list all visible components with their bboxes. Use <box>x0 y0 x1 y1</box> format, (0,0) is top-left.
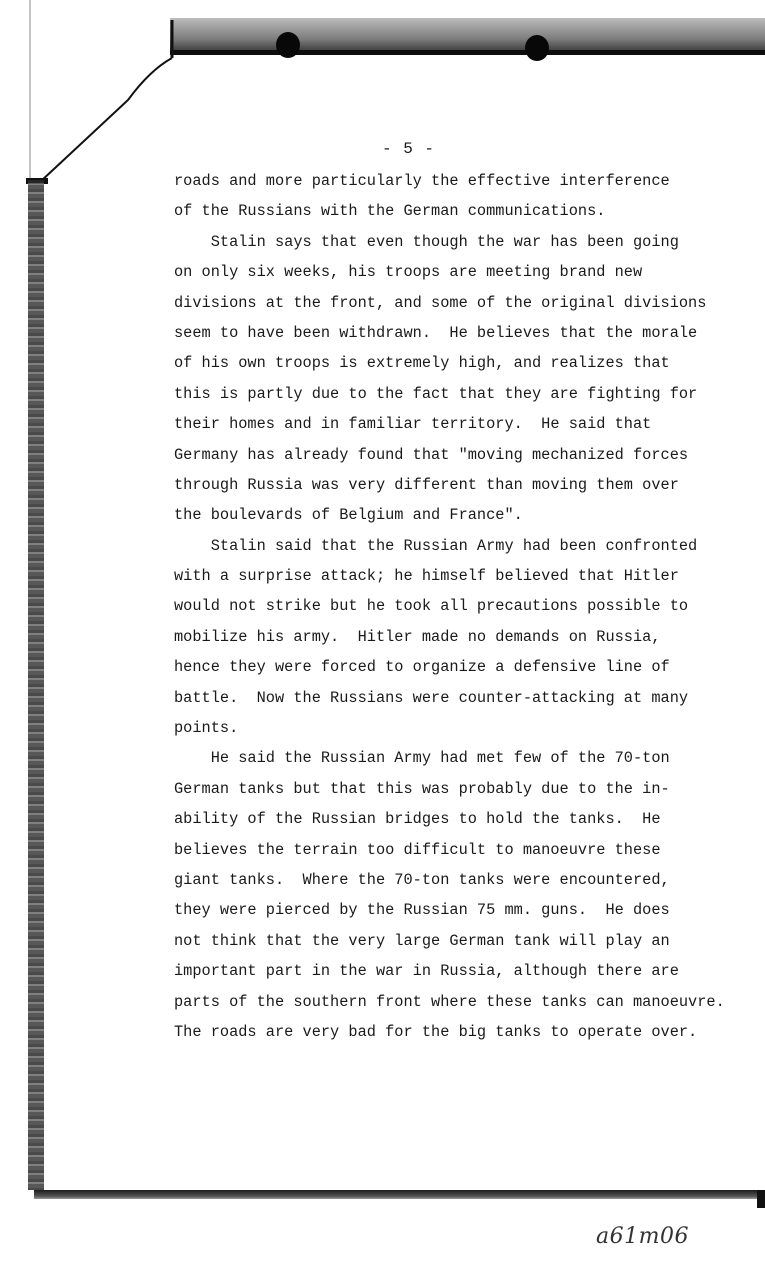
text-line: with a surprise attack; he himself believed that Hitler <box>174 567 679 586</box>
text-line: through Russia was very different than moving them over <box>174 475 679 494</box>
text-line: would not strike but he took all precautions possible to <box>174 597 689 616</box>
scan-top-border <box>170 18 765 54</box>
text-line: seem to have been withdrawn. He believes that the morale <box>174 323 698 342</box>
text-line: Stalin said that the Russian Army had been confronted <box>174 536 698 555</box>
text-line: they were pierced by the Russian 75 mm. guns. He does <box>174 901 670 920</box>
punch-hole-left <box>276 32 300 58</box>
text-line: He said the Russian Army had met few of the 70-ton <box>174 749 670 768</box>
handwritten-note: a61m06 <box>596 1224 689 1249</box>
scan-bottom-border <box>34 1190 765 1199</box>
scan-top-edge <box>170 50 765 55</box>
punch-hole-right <box>525 35 549 61</box>
text-line: roads and more particularly the effective interference <box>174 172 670 190</box>
text-line: of the Russians with the German communications. <box>174 202 606 221</box>
text-line: German tanks but that this was probably due to the in- <box>174 779 670 798</box>
text-line: their homes and in familiar territory. He said that <box>174 415 652 434</box>
text-line: ability of the Russian bridges to hold the tanks. He <box>174 810 661 829</box>
text-line: giant tanks. Where the 70-ton tanks were encountered, <box>174 870 670 889</box>
body-text <box>174 166 744 1047</box>
text-line: the boulevards of Belgium and France". <box>174 506 523 525</box>
text-line: parts of the southern front where these tanks can manoeuvre. <box>174 992 725 1011</box>
text-line: of his own troops is extremely high, and realizes that <box>174 354 670 373</box>
text-line: important part in the war in Russia, although there are <box>174 962 679 981</box>
text-line: Stalin says that even though the war has been going <box>174 232 679 251</box>
scan-right-mark <box>757 1190 765 1208</box>
page-number: - 5 - <box>382 140 436 158</box>
text-line: battle. Now the Russians were counter-attacking at many <box>174 688 689 707</box>
folded-corner-line <box>0 0 200 200</box>
text-line: hence they were forced to organize a defensive line of <box>174 658 670 677</box>
text-line: Germany has already found that "moving mechanized forces <box>174 445 689 464</box>
text-line: this is partly due to the fact that they are fighting for <box>174 384 698 403</box>
text-line: on only six weeks, his troops are meeting brand new <box>174 263 643 282</box>
scan-left-border <box>28 180 44 1190</box>
text-line: divisions at the front, and some of the original divisions <box>174 293 707 312</box>
text-line: not think that the very large German tank will play an <box>174 931 670 950</box>
text-line: points. <box>174 719 239 738</box>
text-line: mobilize his army. Hitler made no demands on Russia, <box>174 627 661 646</box>
text-line: The roads are very bad for the big tanks to operate over. <box>174 1022 698 1041</box>
text-line: believes the terrain too difficult to manoeuvre these <box>174 840 661 859</box>
